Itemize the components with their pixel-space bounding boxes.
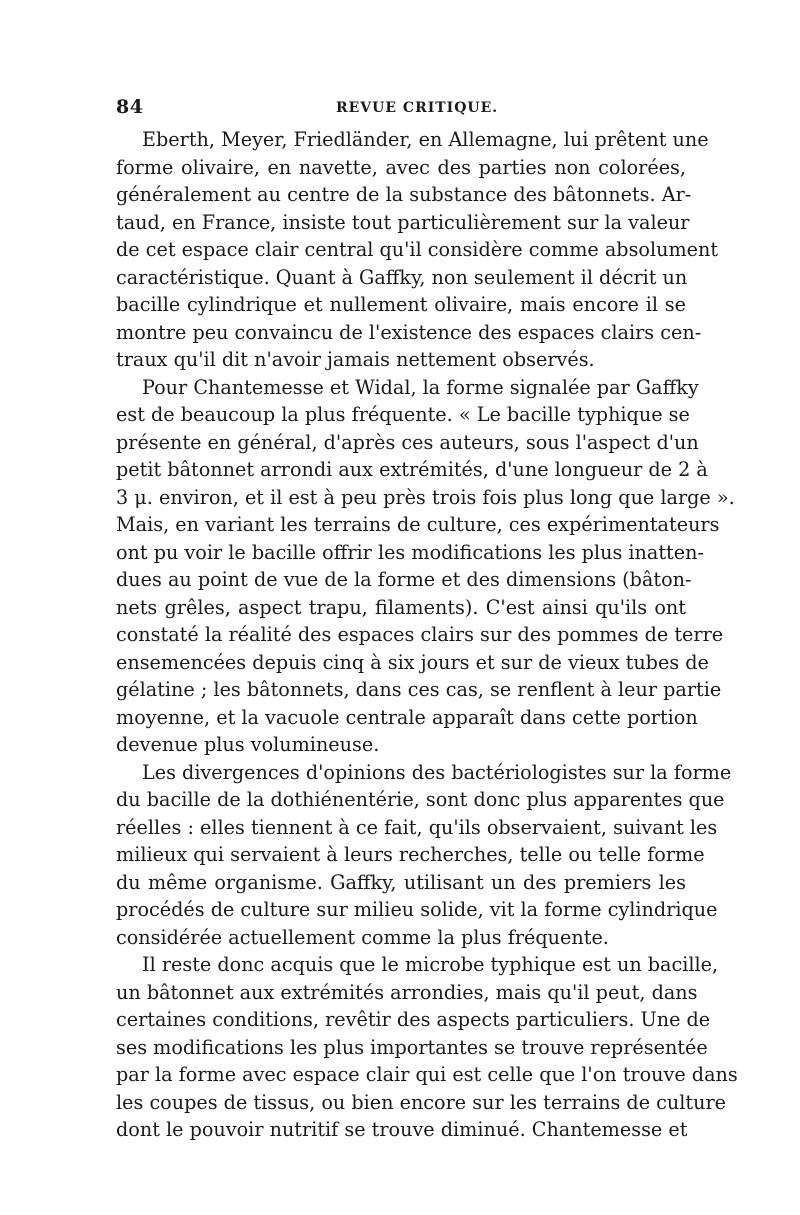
text-line: taud, en France, insiste tout particulièrement sur la valeur xyxy=(116,210,690,234)
text-line: est de beaucoup la plus fréquente. « Le bacille typhique se xyxy=(116,403,690,426)
text-line: Pour Chantemesse et Widal, la forme signalée par Gaffky xyxy=(142,375,699,399)
text-line: 3 μ. environ, et il est à peu près trois fois plus long que large ». xyxy=(116,485,735,509)
text-line: du bacille de la dothiénentérie, sont donc plus apparentes que xyxy=(116,788,725,811)
text-line: dues au point de vue de la forme et des dimensions (bâton- xyxy=(116,568,692,591)
text-line: procédés de culture sur milieu solide, vit la forme cylindrique xyxy=(116,898,718,921)
text-line: certaines conditions, revêtir des aspects particuliers. Une de xyxy=(116,1008,711,1031)
text-line: nets grêles, aspect trapu, filaments). C'est ainsi qu'ils ont xyxy=(116,595,686,619)
text-line: devenue plus volumineuse. xyxy=(116,733,380,756)
paragraph xyxy=(116,126,719,374)
text-line: gélatine ; les bâtonnets, dans ces cas, se renflent à leur partie xyxy=(116,678,722,701)
text-line: Les divergences d'opinions des bactériologistes sur la forme xyxy=(142,760,732,784)
text-line: Mais, en variant les terrains de culture, ces expérimentateurs xyxy=(116,513,720,536)
text-line: généralement au centre de la substance des bâtonnets. Ar- xyxy=(116,183,692,206)
text-line: bacille cylindrique et nullement olivaire, mais encore il se xyxy=(116,293,686,316)
body-text xyxy=(116,126,738,1144)
text-line: moyenne, et la vacuole centrale apparaît dans cette portion xyxy=(116,705,698,729)
text-line: Eberth, Meyer, Friedländer, en Allemagne, lui prêtent une xyxy=(142,128,709,151)
text-line: un bâtonnet aux extrémités arrondies, mais qu'il peut, dans xyxy=(116,980,698,1004)
text-line: présente en général, d'après ces auteurs, sous l'aspect d'un xyxy=(116,430,699,454)
text-line: ont pu voir le bacille offrir les modifications les plus inatten- xyxy=(116,540,704,564)
running-title: REVUE CRITIQUE. xyxy=(336,100,499,116)
text-line: considérée actuellement comme la plus fréquente. xyxy=(116,925,609,949)
text-line: de cet espace clair central qu'il considère comme absolument xyxy=(116,238,719,261)
text-line: ensemencées depuis cinq à six jours et sur de vieux tubes de xyxy=(116,650,709,674)
text-line: Il reste donc acquis que le microbe typhique est un bacille, xyxy=(142,953,719,976)
text-line: petit bâtonnet arrondi aux extrémités, d'une longueur de 2 à xyxy=(116,458,708,481)
page-number: 84 xyxy=(116,96,144,118)
paragraph xyxy=(116,951,738,1144)
running-head xyxy=(116,96,686,122)
book-page xyxy=(116,96,738,1144)
text-line: constaté la réalité des espaces clairs sur des pommes de terre xyxy=(116,623,724,646)
text-line: par la forme avec espace clair qui est celle que l'on trouve dans xyxy=(116,1063,738,1086)
text-line: traux qu'il dit n'avoir jamais nettement observés. xyxy=(116,348,595,371)
text-line: milieux qui servaient à leurs recherches, telle ou telle forme xyxy=(116,843,705,866)
text-line: caractéristique. Quant à Gaffky, non seulement il décrit un xyxy=(116,265,688,289)
text-line: du même organisme. Gaffky, utilisant un des premiers les xyxy=(116,870,686,894)
text-line: dont le pouvoir nutritif se trouve diminué. Chantemesse et xyxy=(116,1118,688,1141)
text-line: ses modifications les plus importantes se trouve représentée xyxy=(116,1035,708,1059)
text-line: forme olivaire, en navette, avec des parties non colorées, xyxy=(116,155,686,179)
paragraph xyxy=(116,759,732,952)
text-line: réelles : elles tiennent à ce fait, qu'ils observaient, suivant les xyxy=(116,815,718,839)
text-line: les coupes de tissus, ou bien encore sur les terrains de culture xyxy=(116,1090,727,1114)
paragraph xyxy=(116,374,735,759)
text-line: montre peu convaincu de l'existence des espaces clairs cen- xyxy=(116,320,702,344)
